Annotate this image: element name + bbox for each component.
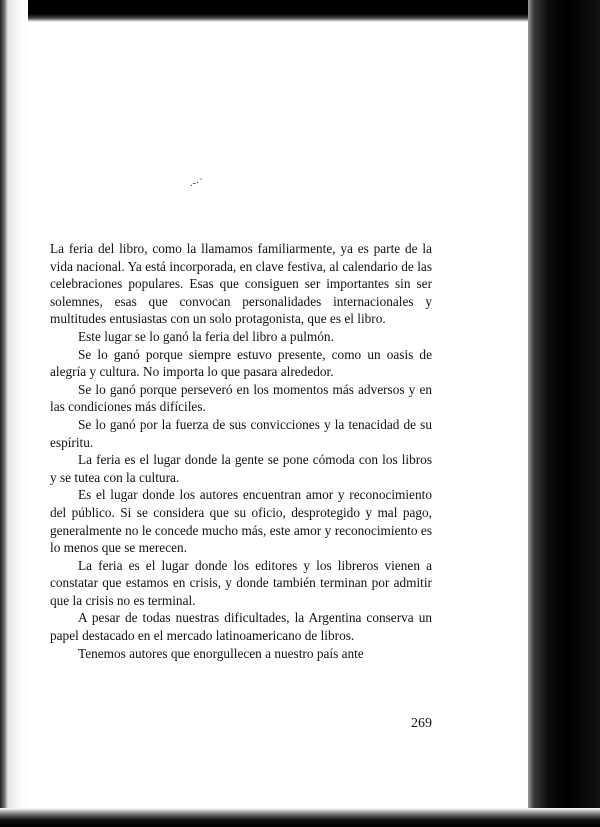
paragraph: Este lugar se lo ganó la feria del libro a pulmón. xyxy=(78,328,334,344)
paragraph: Es el lugar donde los autores encuentran amor y reconocimiento del público. Si se considera que su oficio, desprotegido y mal pago, generalmente no le concede mucho más, este amor y reconocimiento es lo menos que se merecen. xyxy=(50,487,432,556)
paragraph: A pesar de todas nuestras dificultades, la Argentina conserva un papel destacado en el mercado latinoamericano de libros. xyxy=(50,610,432,644)
paragraph: Se lo ganó porque perseveró en los momentos más adversos y en las condiciones más difíciles. xyxy=(50,381,432,415)
scan-bottom-edge xyxy=(0,808,600,827)
paragraph: La feria del libro, como la llamamos familiarmente, ya es parte de la vida nacional. Ya está incorporada, en clave festiva, al calendario de las celebraciones populares. Esas que consiguen ser importantes sin ser solemnes, esas que convocan personalidades internacionales y multitudes entusiastas con un solo protagonista, que es el libro. xyxy=(50,241,432,327)
scan-top-edge xyxy=(0,0,600,22)
paragraph: La feria es el lugar donde la gente se pone cómoda con los libros y se tutea con la cultura. xyxy=(50,452,432,485)
paragraph: La feria es el lugar donde los editores y los libreros vienen a constatar que estamos en crisis, y donde también terminan por admitir que la crisis no es terminal. xyxy=(50,557,432,608)
scan-left-edge xyxy=(0,0,28,827)
paragraph: Se lo ganó porque siempre estuvo presente, como un oasis de alegría y cultura. No importa lo que pasara alrededor. xyxy=(50,346,432,380)
page-number: 269 xyxy=(411,716,432,731)
scan-speck: .-·´ xyxy=(190,178,203,189)
paragraph: Tenemos autores que enorgullecen a nuestro país ante xyxy=(78,645,364,661)
scan-right-edge xyxy=(528,0,600,827)
paragraph: Se lo ganó por la fuerza de sus convicciones y la tenacidad de su espíritu. xyxy=(50,416,432,450)
body-text xyxy=(50,240,432,662)
